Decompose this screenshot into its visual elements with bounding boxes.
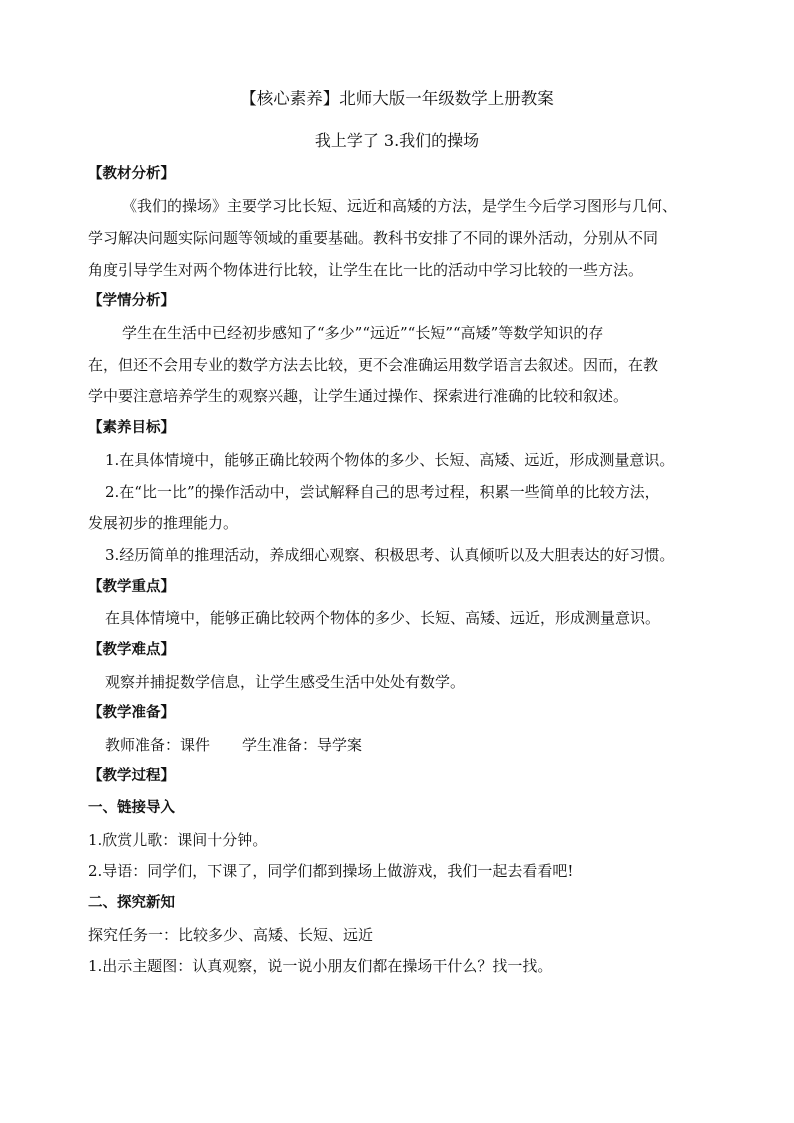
process-part2-heading: 二、探究新知: [88, 895, 175, 911]
paragraph-line: 《我们的操场》主要学习比长短、远近和高矮的方法，是学生今后学习图形与几何、: [122, 197, 678, 215]
paragraph-line: 学生在生活中已经初步感知了“多少”“远近”“长短”“高矮”等数学知识的存: [122, 324, 604, 342]
process-step: 探究任务一：比较多少、高矮、长短、远近: [88, 926, 374, 944]
preparation-line: [105, 735, 716, 755]
paragraph-line: 学中要注意培养学生的观察兴趣，让学生通过操作、探索进行准确的比较和叙述。: [88, 387, 629, 405]
teacher-preparation: 教师准备：课件: [105, 736, 211, 754]
process-step: 2.导语：同学们，下课了，同学们都到操场上做游戏，我们一起去看看吧!: [88, 862, 574, 880]
heading-goals: 【素养目标】: [88, 420, 175, 436]
document-subtitle: 我上学了 3.我们的操场: [314, 131, 480, 150]
heading-preparation: 【教学准备】: [88, 705, 175, 721]
paragraph-line: 学习解决问题实际问题等领域的重要基础。教科书安排了不同的课外活动，分别从不同: [88, 229, 659, 247]
goal-item: 2.在“比一比”的操作活动中，尝试解释自己的思考过程，积累一些简单的比较方法，: [105, 483, 660, 501]
paragraph-line: 观察并捕捉数学信息，让学生感受生活中处处有数学。: [105, 673, 466, 691]
process-part1-heading: 一、链接导入: [88, 800, 175, 816]
student-preparation: 学生准备：导学案: [242, 736, 363, 754]
paragraph-line: 在具体情境中，能够正确比较两个物体的多少、长短、高矮、远近，形成测量意识。: [105, 609, 661, 627]
goal-item: 3.经历简单的推理活动，养成细心观察、积极思考、认真倾听以及大胆表达的好习惯。: [105, 546, 675, 564]
heading-material-analysis: 【教材分析】: [88, 166, 175, 182]
heading-process: 【教学过程】: [88, 768, 175, 784]
paragraph-line: 在，但还不会用专业的数学方法去比较，更不会准确运用数学语言去叙述。因而，在教: [88, 356, 659, 374]
paragraph-line: 角度引导学生对两个物体进行比较，让学生在比一比的活动中学习比较的一些方法。: [88, 261, 644, 279]
goal-item: 1.在具体情境中，能够正确比较两个物体的多少、长短、高矮、远近，形成测量意识。: [105, 451, 675, 469]
document-title: 【核心素养】北师大版一年级数学上册教案: [240, 89, 554, 108]
process-step: 1.欣赏儿歌：课间十分钟。: [88, 831, 268, 849]
goal-item-continued: 发展初步的推理能力。: [88, 514, 239, 532]
heading-student-analysis: 【学情分析】: [88, 293, 175, 309]
process-step: 1.出示主题图：认真观察，说一说小朋友们都在操场干什么？找一找。: [88, 957, 553, 975]
heading-difficulties: 【教学难点】: [88, 642, 175, 658]
heading-key-points: 【教学重点】: [88, 579, 175, 595]
